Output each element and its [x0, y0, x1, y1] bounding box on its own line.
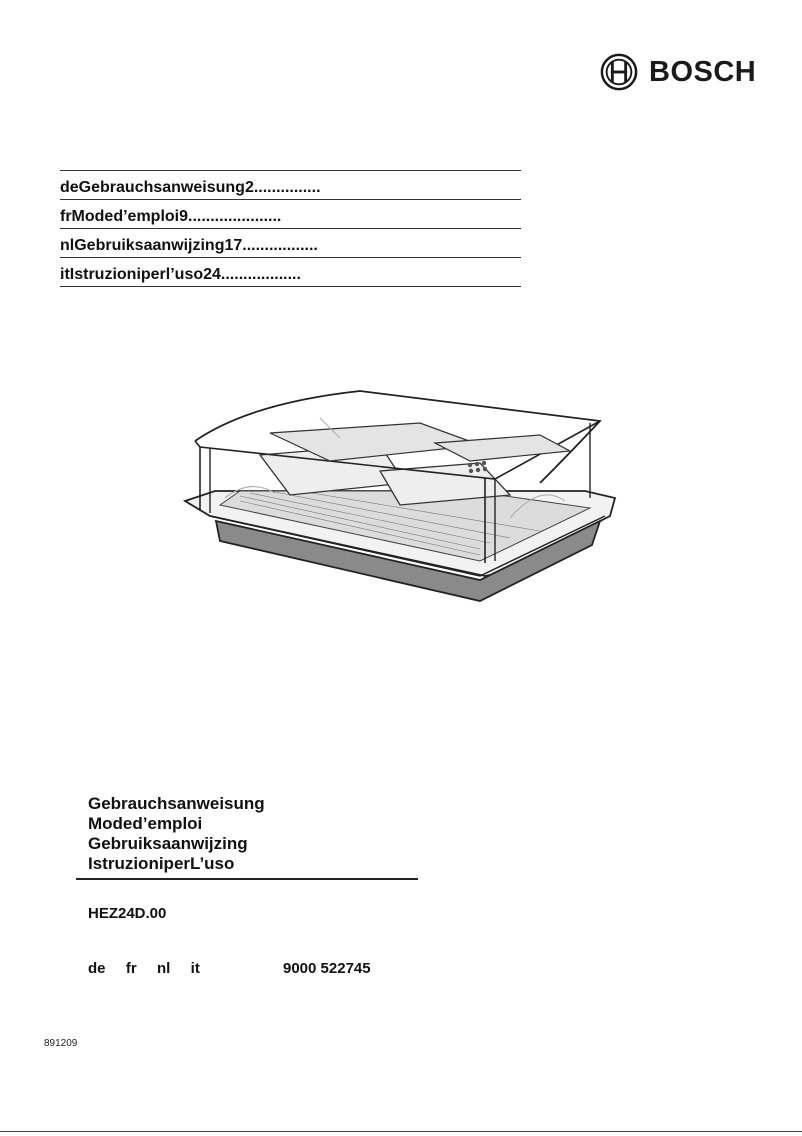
title-it: IstruzioniperL’uso [88, 854, 235, 873]
bottom-divider [0, 1131, 802, 1132]
bosch-armature-icon [600, 53, 638, 91]
title-de: Gebrauchsanweisung [88, 794, 265, 813]
bosch-logo [600, 53, 756, 91]
document-code: 891209 [44, 1038, 78, 1049]
toc-entry-de[interactable]: deGebrauchsanweisung2............... [60, 171, 521, 200]
title-nl: Gebruiksaanwijzing [88, 834, 248, 853]
brand-name: BOSCH [649, 55, 757, 88]
toc-entry-nl[interactable]: nlGebruiksaanwijzing17................. [60, 229, 521, 258]
part-number: 9000 522745 [283, 960, 371, 977]
language-codes: de fr nl it [88, 960, 200, 977]
title-fr: Moded’emploi [88, 814, 203, 833]
food-warmer-appliance-illustration [180, 383, 620, 608]
model-number: HEZ24D.00 [88, 905, 167, 922]
toc-entry-it[interactable]: itIstruzioniperl’uso24.................. [60, 258, 521, 287]
manual-titles [88, 794, 265, 874]
toc-entry-fr[interactable]: frModed’emploi9..................... [60, 200, 521, 229]
table-of-contents [60, 170, 521, 287]
title-divider [76, 878, 418, 880]
